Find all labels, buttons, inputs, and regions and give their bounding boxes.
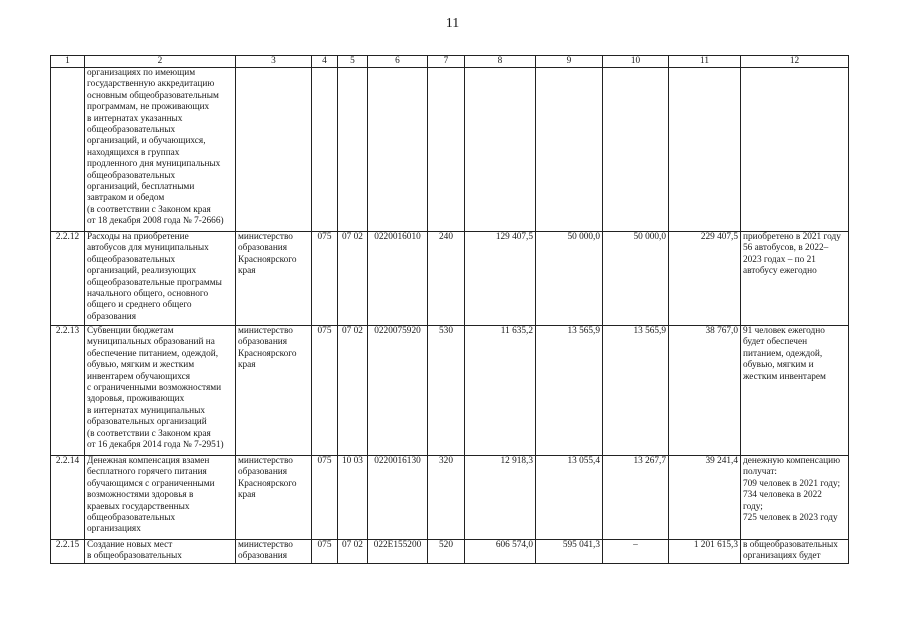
amount-total-cell — [669, 68, 741, 232]
section-code-cell: 07 02 — [338, 232, 368, 326]
amount-2022-cell: 13 055,4 — [536, 456, 603, 540]
administrator-cell: министерство образования Красноярского края — [236, 456, 312, 540]
section-code-cell — [338, 68, 368, 232]
amount-2023-cell: 13 267,7 — [603, 456, 669, 540]
table-row-2-2-12 — [51, 232, 849, 326]
column-header: 3 — [236, 56, 312, 68]
expense-type-cell: 320 — [428, 456, 465, 540]
measure-name-cell: организациях по имеющим государственную аккредитацию основным общеобразовательным программам, не проживающих в интернатах указанных общеобразовательных организаций, и обучающихся, находящихся в группах продленного дня муниципальных общеобразовательных организаций, бесплатными завтраком и обедом (в соответствии с Законом края от 18 декабря 2008 года № 7-2666) — [85, 68, 236, 232]
measure-name-cell: Расходы на приобретение автобусов для муниципальных общеобразовательных организаций, реализующих общеобразовательные программы начального общего, основного общего и среднего общего образования — [85, 232, 236, 326]
target-article-cell: 0220016010 — [368, 232, 428, 326]
section-code-cell: 07 02 — [338, 326, 368, 456]
expected-result-cell: 91 человек ежегодно будет обеспечен питанием, одеждой, обувью, мягким и жестким инвентарем — [741, 326, 849, 456]
grbs-code-cell — [312, 68, 338, 232]
expected-result-cell: приобретено в 2021 году 56 автобусов, в 2022– 2023 годах – по 21 автобусу ежегодно — [741, 232, 849, 326]
column-header: 9 — [536, 56, 603, 68]
target-article-cell: 022E155200 — [368, 540, 428, 564]
column-header: 2 — [85, 56, 236, 68]
measure-name-cell: Создание новых мест в общеобразовательных — [85, 540, 236, 564]
column-header: 12 — [741, 56, 849, 68]
grbs-code-cell: 075 — [312, 232, 338, 326]
target-article-cell: 0220075920 — [368, 326, 428, 456]
expense-type-cell: 240 — [428, 232, 465, 326]
column-header: 11 — [669, 56, 741, 68]
grbs-code-cell: 075 — [312, 540, 338, 564]
expected-result-cell — [741, 68, 849, 232]
amount-total-cell: 1 201 615,3 — [669, 540, 741, 564]
table-row-2-2-15 — [51, 540, 849, 564]
expense-type-cell: 520 — [428, 540, 465, 564]
row-number-cell: 2.2.13 — [51, 326, 85, 456]
target-article-cell — [368, 68, 428, 232]
page-number: 11 — [445, 16, 460, 31]
amount-2021-cell: 606 574,0 — [465, 540, 536, 564]
column-header: 10 — [603, 56, 669, 68]
administrator-cell: министерство образования Красноярского края — [236, 326, 312, 456]
expected-result-cell: в общеобразовательных организациях будет — [741, 540, 849, 564]
target-article-cell: 0220016130 — [368, 456, 428, 540]
column-header: 7 — [428, 56, 465, 68]
amount-2021-cell: 11 635,2 — [465, 326, 536, 456]
administrator-cell: министерство образования Красноярского края — [236, 232, 312, 326]
column-header: 4 — [312, 56, 338, 68]
column-header: 1 — [51, 56, 85, 68]
amount-2021-cell: 12 918,3 — [465, 456, 536, 540]
administrator-cell — [236, 68, 312, 232]
measure-name-cell: Субвенции бюджетам муниципальных образований на обеспечение питанием, одеждой, обувью, мягким и жестким инвентарем обучающихся с ограниченными возможностями здоровья, проживающих в интернатах муниципальных образовательных организаций (в соответствии с Законом края от 16 декабря 2014 года № 7-2951) — [85, 326, 236, 456]
row-number-cell: 2.2.15 — [51, 540, 85, 564]
row-number-cell — [51, 68, 85, 232]
amount-total-cell: 38 767,0 — [669, 326, 741, 456]
amount-2022-cell — [536, 68, 603, 232]
column-header: 8 — [465, 56, 536, 68]
expense-type-cell — [428, 68, 465, 232]
amount-2021-cell — [465, 68, 536, 232]
row-number-cell: 2.2.14 — [51, 456, 85, 540]
table-row-2-2-13 — [51, 326, 849, 456]
budget-measures-table — [50, 55, 849, 564]
row-number-cell: 2.2.12 — [51, 232, 85, 326]
amount-2022-cell: 50 000,0 — [536, 232, 603, 326]
expense-type-cell: 530 — [428, 326, 465, 456]
expected-result-cell: денежную компенсацию получат: 709 человек в 2021 году; 734 человека в 2022 году; 725 человек в 2023 году — [741, 456, 849, 540]
amount-2021-cell: 129 407,5 — [465, 232, 536, 326]
column-number-header-row — [51, 56, 849, 68]
amount-2023-cell: – — [603, 540, 669, 564]
amount-total-cell: 229 407,5 — [669, 232, 741, 326]
table-row-continuation — [51, 68, 849, 232]
measure-name-cell: Денежная компенсация взамен бесплатного горячего питания обучающимся с ограниченными возможностями здоровья в краевых государственных общеобразовательных организациях — [85, 456, 236, 540]
amount-2023-cell: 13 565,9 — [603, 326, 669, 456]
grbs-code-cell: 075 — [312, 456, 338, 540]
administrator-cell: министерство образования — [236, 540, 312, 564]
amount-2022-cell: 13 565,9 — [536, 326, 603, 456]
amount-total-cell: 39 241,4 — [669, 456, 741, 540]
section-code-cell: 07 02 — [338, 540, 368, 564]
amount-2022-cell: 595 041,3 — [536, 540, 603, 564]
grbs-code-cell: 075 — [312, 326, 338, 456]
column-header: 5 — [338, 56, 368, 68]
column-header: 6 — [368, 56, 428, 68]
table-row-2-2-14 — [51, 456, 849, 540]
section-code-cell: 10 03 — [338, 456, 368, 540]
amount-2023-cell — [603, 68, 669, 232]
amount-2023-cell: 50 000,0 — [603, 232, 669, 326]
